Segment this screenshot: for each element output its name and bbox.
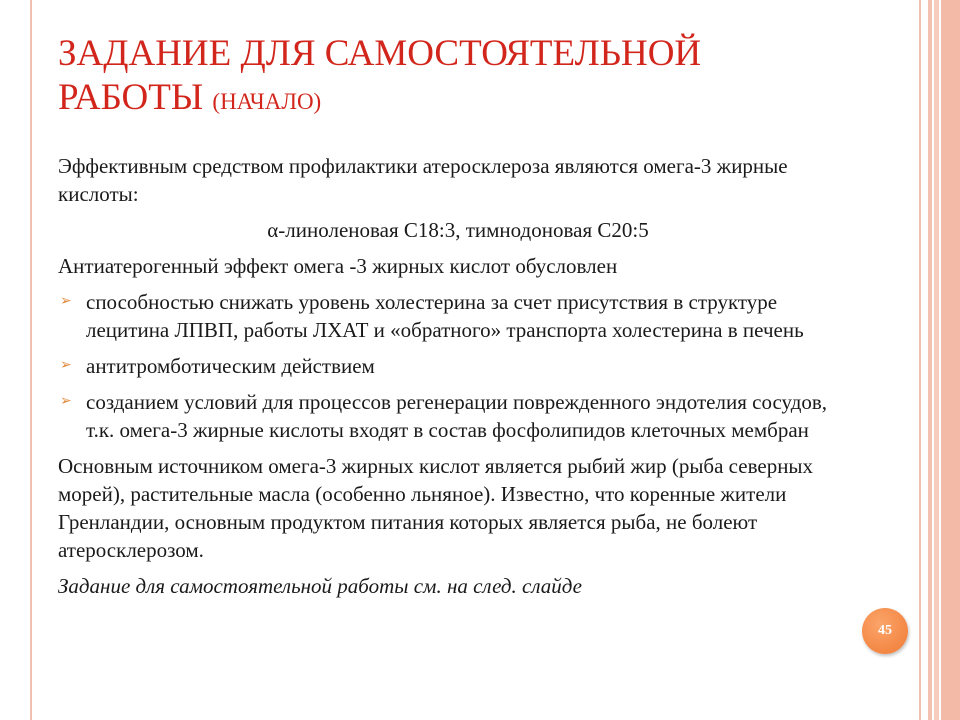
bullet-arrow-icon: ➢ [60, 294, 72, 309]
title-line-2-small: (НАЧАЛО) [212, 89, 322, 114]
bullet-arrow-icon: ➢ [60, 358, 72, 373]
slide-title [58, 32, 898, 124]
bullet-list [58, 288, 858, 444]
paragraph-effect: Антиатерогенный эффект омега -3 жирных кислот обусловлен [58, 254, 618, 278]
title-line-2 [58, 76, 898, 124]
paragraph-acids: α-линоленовая С18:3, тимнодоновая С20:5 [267, 218, 649, 242]
bullet-text: способностью снижать уровень холестерина за счет присутствия в структуре лецитина ЛПВП, работы ЛХАТ и «обратного» транспорта холестерина в печень [86, 290, 804, 342]
paragraph-intro: Эффективным средством профилактики атеросклероза являются омега-3 жирные кислоты: [58, 154, 788, 206]
paragraph-next-task: Задание для самостоятельной работы см. на след. слайде [58, 574, 582, 598]
title-line-1: ЗАДАНИЕ ДЛЯ САМОСТОЯТЕЛЬНОЙ [58, 33, 702, 74]
paragraph-sources: Основным источником омега-3 жирных кислот является рыбий жир (рыба северных морей), растительные масла (особенно льняное). Известно, что коренные жители Гренландии, основным продуктом питания которых является рыба, не болеют атеросклерозом. [58, 454, 814, 562]
bullet-item [58, 388, 858, 444]
bullet-item [58, 352, 858, 380]
bullet-item [58, 288, 858, 344]
bullet-arrow-icon: ➢ [60, 394, 72, 409]
decorative-stripes [928, 0, 960, 720]
page-number-badge: 45 [862, 608, 908, 654]
bullet-text: антитромботическим действием [86, 354, 375, 378]
frame-line-right [919, 0, 921, 720]
title-line-2-main: РАБОТЫ [58, 77, 204, 118]
frame-line-left [30, 0, 32, 720]
bullet-text: созданием условий для процессов регенерации поврежденного эндотелия сосудов, т.к. омега-3 жирные кислоты входят в состав фосфолипидов клеточных мембран [86, 390, 828, 442]
slide-content [58, 152, 858, 608]
